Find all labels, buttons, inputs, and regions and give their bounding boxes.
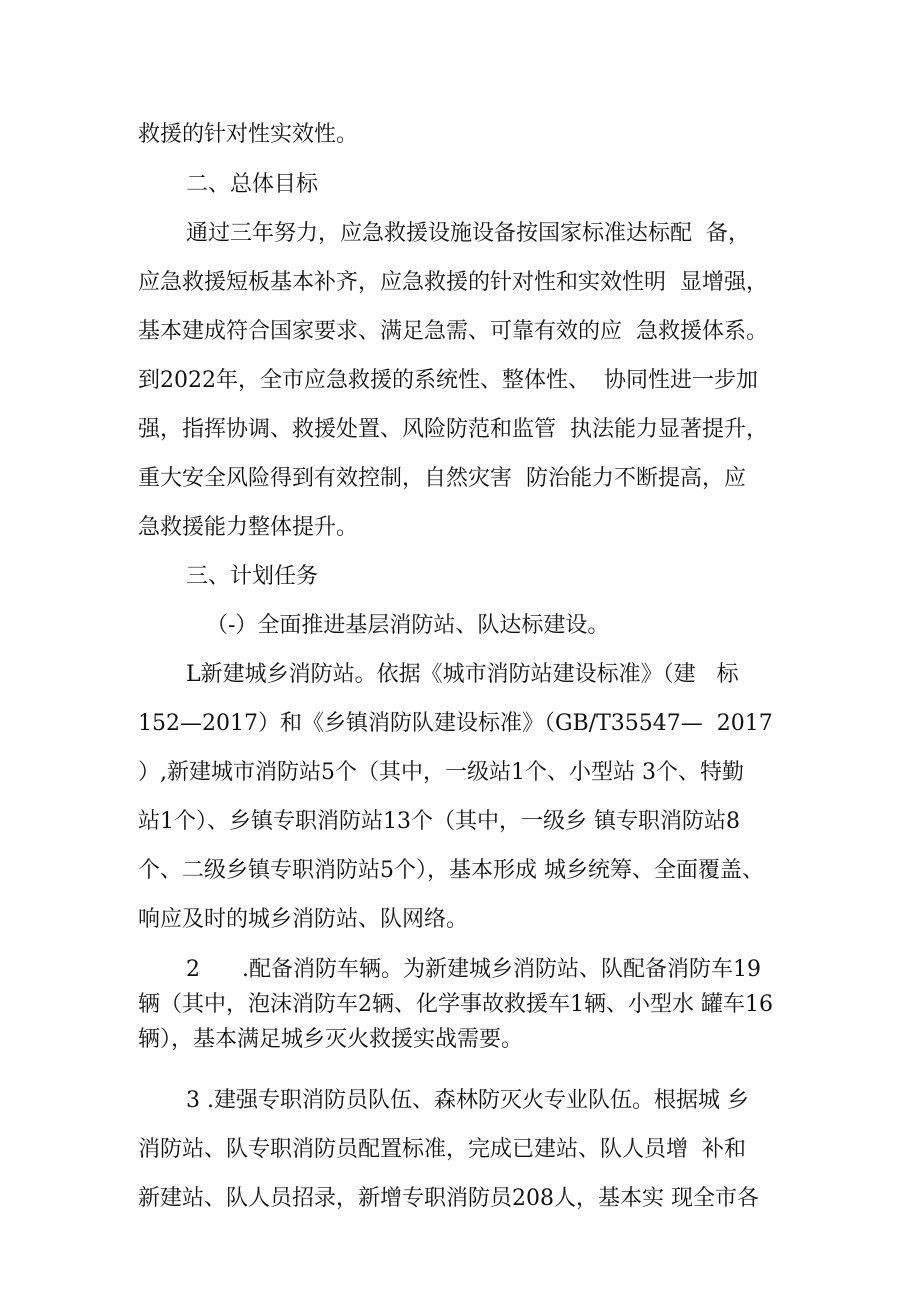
text-line: 3 .建强专职消防员队伍、森林防灭火专业队伍。根据城 乡 — [186, 1088, 749, 1113]
text-line: 急救援能力整体提升。 — [138, 515, 359, 540]
text-line: 响应及时的城乡消防站、队网络。 — [138, 907, 469, 932]
text-line: 新建站、队人员招录，新增专职消防员208人，基本实 现全市各 — [138, 1186, 759, 1211]
text-line: 消防站、队专职消防员配置标准，完成已建站、队人员增 补和 — [138, 1137, 746, 1162]
subsection-heading: （-）全面推进基层消防站、队达标建设。 — [206, 613, 610, 638]
text-line: ）,新建城市消防站5个（其中，一级站1个、小型站 3个、特勤 — [138, 760, 744, 785]
text-line: 到2022年，全市应急救援的系统性、整体性、 协同性进一步加 — [138, 368, 758, 393]
text-line: 辆（其中，泡沫消防车2辆、化学事故救援车1辆、小型水 罐车16 — [138, 992, 773, 1017]
text-line: 强，指挥协调、救援处置、风险防范和监管 执法能力显著提升， — [138, 417, 768, 442]
text-line: 基本建成符合国家要求、满足急需、可靠有效的应 急救援体系。 — [138, 319, 768, 344]
text-line: 站1个）、乡镇专职消防站13个（其中，一级乡 镇专职消防站8 — [138, 809, 740, 834]
section-heading: 二、总体目标 — [186, 172, 319, 197]
text-line: 重大安全风险得到有效控制，自然灾害 防治能力不断提高，应 — [138, 466, 746, 491]
text-line: 个、二级乡镇专职消防站5个），基本形成 城乡统筹、全面覆盖、 — [138, 858, 764, 883]
text-line: 152—2017）和《乡镇消防队建设标准》（GB/T35547— 2017 — [138, 711, 773, 736]
text-line: 救援的针对性实效性。 — [138, 122, 359, 147]
text-line: 通过三年努力，应急救援设施设备按国家标准达标配 备， — [186, 221, 750, 246]
text-line: 辆），基本满足城乡灭火救援实战需要。 — [138, 1027, 524, 1052]
text-line: L新建城乡消防站。依据《城市消防站建设标准》（建 标 — [186, 662, 739, 687]
text-line: 应急救援短板基本补齐，应急救援的针对性和实效性明 显增强， — [138, 270, 768, 295]
section-heading: 三、计划任务 — [186, 564, 319, 589]
text-line: 2 .配备消防车辆。为新建城乡消防站、队配备消防车19 — [186, 957, 761, 982]
